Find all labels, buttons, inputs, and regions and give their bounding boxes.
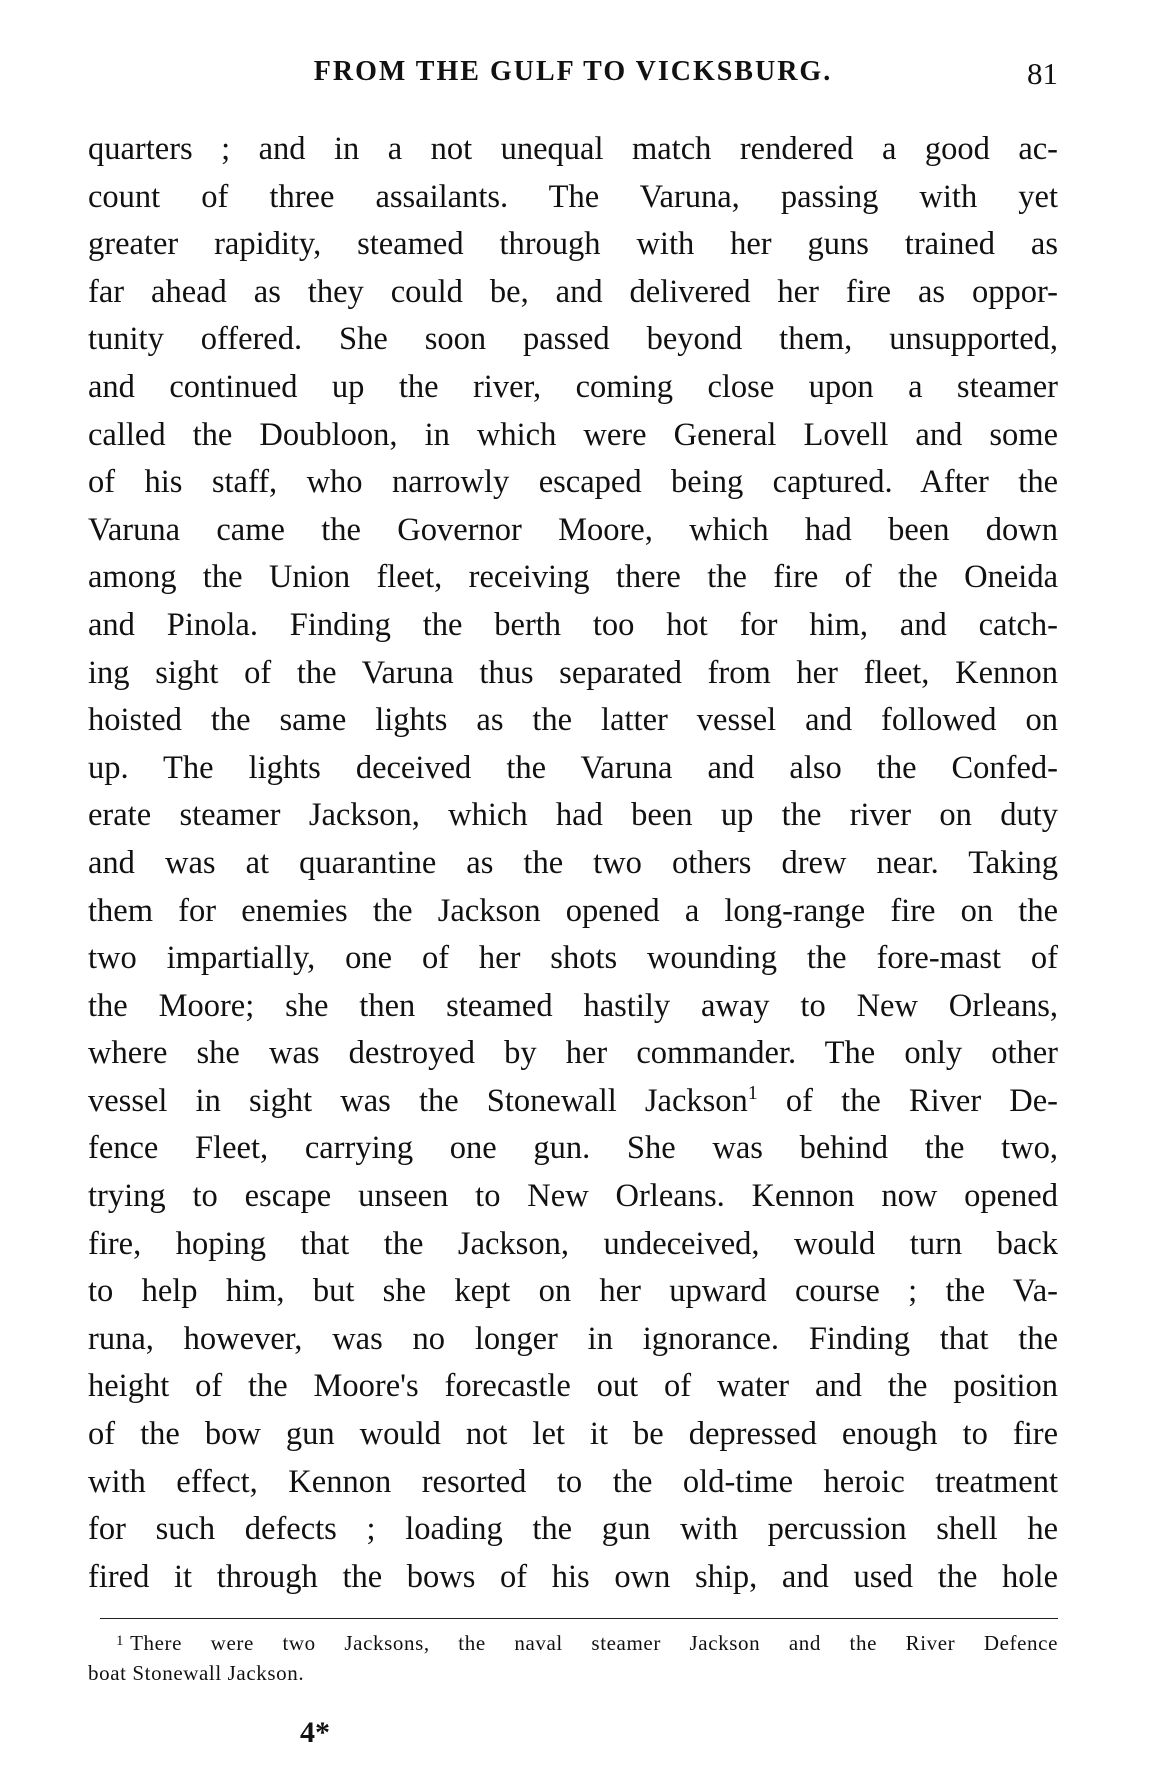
footnote-line [88, 1626, 1058, 1658]
text-line: runa, however, was no longer in ignorance. Finding that the [88, 1320, 1058, 1357]
text-line: and was at quarantine as the two others drew near. Taking [88, 844, 1058, 881]
text-line: Varuna came the Governor Moore, which had been down [88, 511, 1058, 548]
text-line: and continued up the river, coming close upon a steamer [88, 368, 1058, 405]
text-line: trying to escape unseen to New Orleans. Kennon now opened [88, 1178, 1058, 1215]
text-line: hoisted the same lights as the latter vessel and followed on [88, 702, 1058, 739]
text-line: and Pinola. Finding the berth too hot for him, and catch- [88, 606, 1058, 643]
running-title: FROM THE GULF TO VICKSBURG. [313, 56, 833, 87]
text-line: fire, hoping that the Jackson, undeceived, would turn back [88, 1225, 1058, 1262]
footnote-line: boat Stonewall Jackson. [88, 1661, 305, 1685]
text-line: them for enemies the Jackson opened a long-range fire on the [88, 892, 1058, 929]
text-line: far ahead as they could be, and delivered her fire as oppor- [88, 273, 1058, 310]
text-line: called the Doubloon, in which were General Lovell and some [88, 416, 1058, 453]
page-number: 81 [1027, 56, 1058, 91]
text-line: fired it through the bows of his own ship, and used the hole [88, 1558, 1058, 1595]
text-line: tunity offered. She soon passed beyond them, unsupported, [88, 321, 1058, 358]
text-line-start: vessel in sight was the Stonewall Jackson [88, 1082, 748, 1119]
text-line: for such defects ; loading the gun with percussion shell he [88, 1511, 1058, 1548]
text-line-end: of the River De- [785, 1082, 1058, 1119]
footnote-text: There were two Jacksons, the naval steamer Jackson and the River Defence [130, 1631, 1058, 1655]
text-line: fence Fleet, carrying one gun. She was behind the two, [88, 1130, 1058, 1167]
text-line: ing sight of the Varuna thus separated from her fleet, Kennon [88, 654, 1058, 691]
text-line: quarters ; and in a not unequal match rendered a good ac- [88, 131, 1058, 167]
running-head [88, 56, 1058, 96]
text-line: of the bow gun would not let it be depressed enough to fire [88, 1416, 1058, 1453]
text-line: among the Union fleet, receiving there the fire of the Oneida [88, 559, 1058, 596]
text-line: where she was destroyed by her commander. The only other [88, 1035, 1058, 1072]
text-line: to help him, but she kept on her upward course ; the Va- [88, 1273, 1058, 1310]
text-line: the Moore; she then steamed hastily away to New Orleans, [88, 987, 1058, 1024]
footnote-divider [100, 1618, 1058, 1619]
text-line: erate steamer Jackson, which had been up the river on duty [88, 797, 1058, 834]
text-line: two impartially, one of her shots wounding the fore-mast of [88, 940, 1058, 977]
body-text [88, 126, 1058, 1601]
footnote-marker: 1 [116, 1633, 125, 1649]
footnote-reference[interactable]: 1 [747, 1081, 758, 1104]
text-line: of his staff, who narrowly escaped being captured. After the [88, 464, 1058, 501]
text-line: up. The lights deceived the Varuna and also the Confed- [88, 749, 1058, 786]
text-line: greater rapidity, steamed through with her guns trained as [88, 226, 1058, 263]
text-line: with effect, Kennon resorted to the old-time heroic treatment [88, 1463, 1058, 1500]
text-line: count of three assailants. The Varuna, passing with yet [88, 178, 1058, 215]
text-line: height of the Moore's forecastle out of water and the position [88, 1368, 1058, 1405]
text-line-with-footnote-ref [88, 1078, 1058, 1126]
signature-mark: 4* [300, 1716, 330, 1749]
footnote [88, 1626, 1058, 1688]
